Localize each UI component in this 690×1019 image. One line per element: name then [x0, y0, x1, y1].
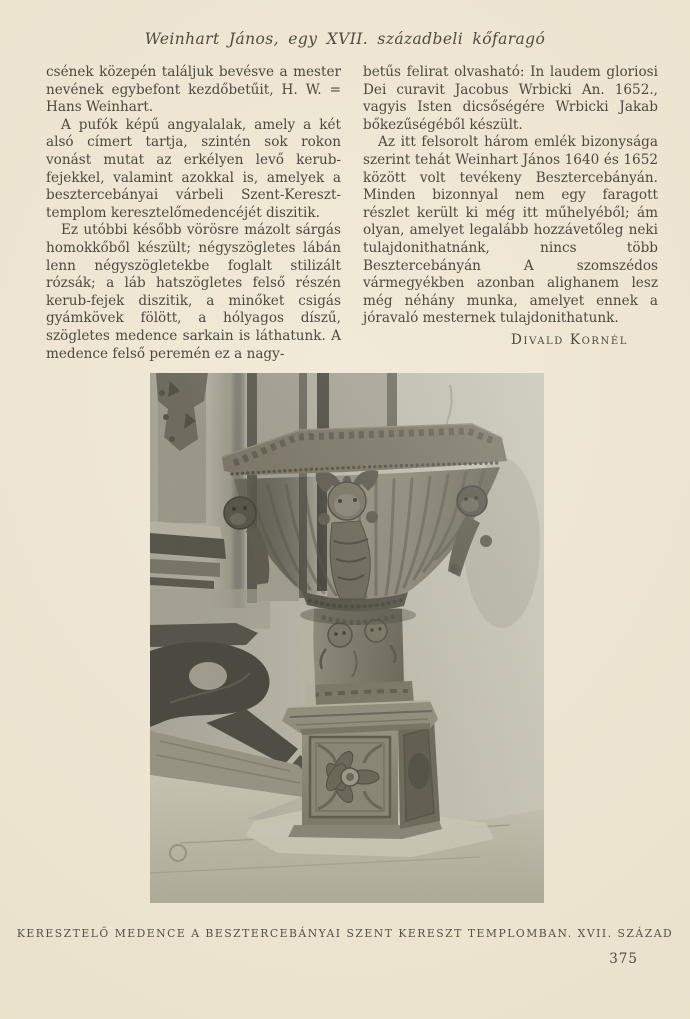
paragraph: A pufók képű angyalalak, amely a két alsó címert tartja, szintén sok rokon vonást mutat az erkélyen levő kerub-fejekkel, valamint azokkal is, amelyek a besztercebányai várbeli Szent-Kereszt-templom keresztelőmedencéjét diszitik. — [46, 116, 341, 221]
paragraph: betűs felirat olvasható: In laudem gloriosi Dei curavit Jacobus Wrbicki An. 1652., vagyis Isten dicsőségére Wrbicki Jakab bőkezűségéből készült. — [363, 64, 658, 133]
running-head-title: Weinhart János, egy XVII. századbeli kőfaragó — [144, 30, 546, 48]
left-column — [46, 64, 341, 363]
paragraph: Az itt felsorolt három emlék bizonysága szerint tehát Weinhart János 1640 és 1652 között volt tevékeny Besztercebányán. Minden bizonnyal nem egy faragott részlet került ki még itt műhelyéből; ám olyan, amelyet legalább hozzávetőleg neki tulajdonithatnánk, nincs több Besztercebányán A szomszédos vármegyékben azonban alighanem lesz még néhány munka, amelyet ennek a jóravaló mesternek tulajdonithatunk. — [363, 134, 658, 327]
photo-illustration — [150, 373, 544, 903]
paragraph: csének közepén találjuk bevésve a mester nevének egybefont kezdőbetűit, H. W. = Hans Weinhart. — [46, 64, 341, 116]
figure-caption: KERESZTELŐ MEDENCE A BESZTERCEBÁNYAI SZENT KERESZT TEMPLOMBAN. XVII. SZÁZAD — [16, 927, 674, 940]
page-number: 375 — [609, 951, 638, 967]
baptismal-font-photograph — [150, 373, 544, 903]
right-column — [363, 64, 658, 363]
article-body — [46, 64, 658, 363]
paragraph: Ez utóbbi később vörösre mázolt sárgás homokkőből készült; négyszögletes lábán lenn négyszögletekbe foglalt stilizált rózsák; a láb hatszögletes felső részén kerub-fejek diszitik, a minőket csigás gyámkövek fölött, a hólyagos díszű, szögletes medence sarkain is láthatunk. A medence felső peremén ez a nagy- — [46, 222, 341, 362]
author-signature: Divald Kornél — [511, 331, 628, 348]
photo-light-overlay — [150, 373, 544, 903]
